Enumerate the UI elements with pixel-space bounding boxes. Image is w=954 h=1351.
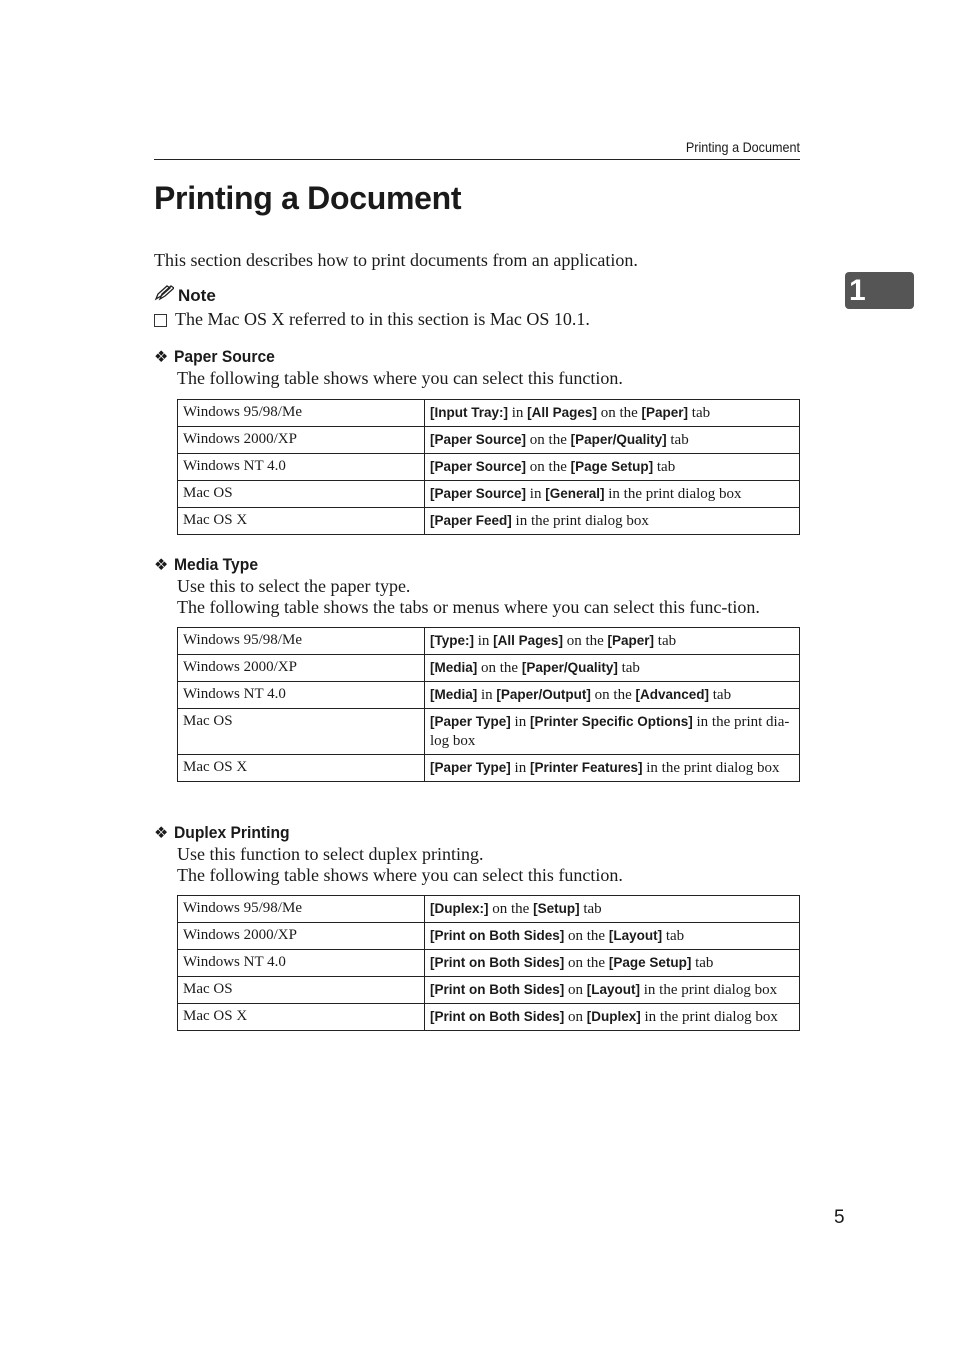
setting-name: [Paper/Quality] (521, 660, 618, 675)
location-cell (425, 755, 800, 782)
setting-name: [Printer Features] (529, 760, 643, 775)
settings-table (177, 399, 800, 535)
setting-name: [Paper Type] (430, 714, 511, 729)
location-text: on the (526, 458, 571, 475)
os-cell: Windows 2000/XP (178, 655, 425, 682)
setting-name: [Paper] (641, 404, 689, 420)
location-text: on the (562, 633, 608, 649)
location-text: in the print dialog box (640, 1009, 778, 1025)
section-heading-text: Paper Source (174, 347, 276, 366)
diamond-bullet-icon: ❖ (154, 557, 169, 574)
location-text: on (564, 1009, 587, 1025)
location-text: on the (526, 431, 571, 448)
os-cell: Windows NT 4.0 (178, 682, 425, 709)
section-description: Use this to select the paper type. (177, 576, 411, 596)
location-text: in (477, 687, 497, 703)
os-cell: Mac OS X (178, 1004, 425, 1031)
location-cell (425, 426, 800, 453)
intro-text: This section describes how to print documents from an application. (154, 250, 638, 270)
location-cell (425, 628, 800, 655)
location-text: on the (596, 404, 642, 421)
setting-name: [Duplex:] (430, 901, 489, 916)
note-label: Note (178, 285, 216, 305)
setting-name: [Print on Both Sides] (430, 1009, 565, 1024)
table-row (178, 755, 800, 782)
os-cell: Mac OS X (178, 755, 425, 782)
location-text: in the print dialog box (640, 982, 778, 998)
setting-name: [Paper Feed] (430, 512, 512, 528)
table-row (178, 426, 800, 453)
setting-name: [Input Tray:] (430, 404, 508, 420)
location-cell (425, 682, 800, 709)
location-cell (425, 1004, 800, 1031)
section-media-type (154, 554, 800, 782)
os-cell: Windows 95/98/Me (178, 399, 425, 426)
location-text: tab (709, 687, 732, 703)
location-text: tab (662, 928, 685, 944)
settings-table (177, 627, 800, 782)
diamond-bullet-icon: ❖ (154, 349, 169, 366)
location-cell (425, 399, 800, 426)
setting-name: [Paper Source] (430, 485, 527, 501)
table-row (178, 507, 800, 534)
location-text: tab (654, 633, 677, 649)
setting-name: [Media] (430, 660, 478, 675)
location-text: on (564, 982, 587, 998)
table-row (178, 655, 800, 682)
section-description: The following table shows where you can select this function. (177, 368, 623, 388)
os-cell: Windows 95/98/Me (178, 896, 425, 923)
diamond-bullet-icon: ❖ (154, 825, 169, 842)
page-number: 5 (834, 1207, 845, 1228)
location-text: tab (688, 404, 711, 421)
setting-name: [Paper Source] (430, 431, 527, 447)
os-cell: Windows 2000/XP (178, 923, 425, 950)
section-heading (154, 554, 800, 576)
table-row (178, 923, 800, 950)
setting-name: [Page Setup] (608, 955, 692, 970)
setting-name: [Paper/Output] (496, 687, 591, 702)
chapter-tab: 1 (845, 272, 914, 309)
location-cell (425, 480, 800, 507)
location-text: tab (666, 431, 689, 448)
table-row (178, 453, 800, 480)
setting-name: [Layout] (608, 928, 663, 943)
page-title: Printing a Document (154, 180, 462, 216)
note-item (154, 309, 590, 330)
location-text: in (510, 714, 530, 730)
table-row (178, 950, 800, 977)
setting-name: [Media] (430, 687, 478, 702)
location-cell (425, 950, 800, 977)
location-cell (425, 453, 800, 480)
setting-name: [General] (545, 485, 605, 501)
location-cell (425, 923, 800, 950)
checkbox-icon (154, 314, 167, 327)
setting-name: [Paper Source] (430, 458, 527, 474)
table-row (178, 682, 800, 709)
section-description: The following table shows the tabs or menus where you can select this func-tion. (177, 596, 760, 617)
setting-name: [Duplex] (586, 1009, 641, 1024)
setting-name: [Paper] (607, 633, 655, 648)
table-row (178, 399, 800, 426)
location-cell (425, 977, 800, 1004)
location-text: on the (590, 687, 636, 703)
header-rule (154, 159, 800, 160)
setting-name: [Advanced] (635, 687, 710, 702)
table-row (178, 1004, 800, 1031)
setting-name: [Paper/Quality] (570, 431, 667, 447)
os-cell: Mac OS (178, 480, 425, 507)
location-text: tab (579, 901, 602, 917)
os-cell: Mac OS X (178, 507, 425, 534)
table-row (178, 480, 800, 507)
section-heading (154, 346, 800, 368)
location-cell (425, 507, 800, 534)
section-duplex-printing (154, 822, 800, 1031)
os-cell: Windows 2000/XP (178, 426, 425, 453)
setting-name: [Layout] (586, 982, 640, 997)
os-cell: Windows 95/98/Me (178, 628, 425, 655)
location-text: in (526, 485, 546, 502)
location-text: tab (617, 660, 640, 676)
note-text: The Mac OS X referred to in this section is Mac OS 10.1. (175, 309, 590, 329)
location-cell (425, 655, 800, 682)
setting-name: [Printer Specific Options] (529, 714, 693, 729)
setting-name: [Print on Both Sides] (430, 955, 565, 970)
section-heading-text: Duplex Printing (174, 823, 290, 842)
location-text: on the (564, 955, 609, 971)
location-text: on the (477, 660, 522, 676)
settings-table (177, 895, 800, 1031)
location-text: on the (564, 928, 609, 944)
location-text: in the print dialog box (604, 485, 742, 502)
location-text: in (474, 633, 494, 649)
setting-name: [All Pages] (493, 633, 563, 648)
setting-name: [Setup] (533, 901, 580, 916)
os-cell: Mac OS (178, 977, 425, 1004)
location-text: in the print dialog box (642, 760, 780, 776)
section-heading-text: Media Type (174, 555, 259, 574)
section-paper-source (154, 346, 800, 535)
running-title: Printing a Document (685, 139, 800, 155)
location-text: in (510, 760, 530, 776)
location-text: tab (653, 458, 676, 475)
section-description: The following table shows where you can select this function. (177, 864, 623, 885)
setting-name: [Page Setup] (570, 458, 654, 474)
location-text: in the print dialog box (511, 512, 649, 529)
location-text: in (508, 404, 528, 421)
table-row (178, 977, 800, 1004)
table-row (178, 709, 800, 755)
location-text: on the (488, 901, 534, 917)
section-heading (154, 822, 800, 844)
setting-name: [Print on Both Sides] (430, 928, 565, 943)
location-cell (425, 896, 800, 923)
setting-name: [Type:] (430, 633, 474, 648)
location-text: tab (691, 955, 714, 971)
setting-name: [All Pages] (527, 404, 597, 420)
note-heading (154, 285, 216, 306)
location-cell (425, 709, 800, 755)
pencil-icon (154, 285, 174, 306)
section-description: Use this function to select duplex printing. (177, 844, 484, 864)
setting-name: [Paper Type] (430, 760, 511, 775)
setting-name: [Print on Both Sides] (430, 982, 565, 997)
os-cell: Windows NT 4.0 (178, 950, 425, 977)
table-row (178, 896, 800, 923)
os-cell: Mac OS (178, 709, 425, 755)
os-cell: Windows NT 4.0 (178, 453, 425, 480)
table-row (178, 628, 800, 655)
location-text: in the print dia-log box (430, 714, 790, 749)
